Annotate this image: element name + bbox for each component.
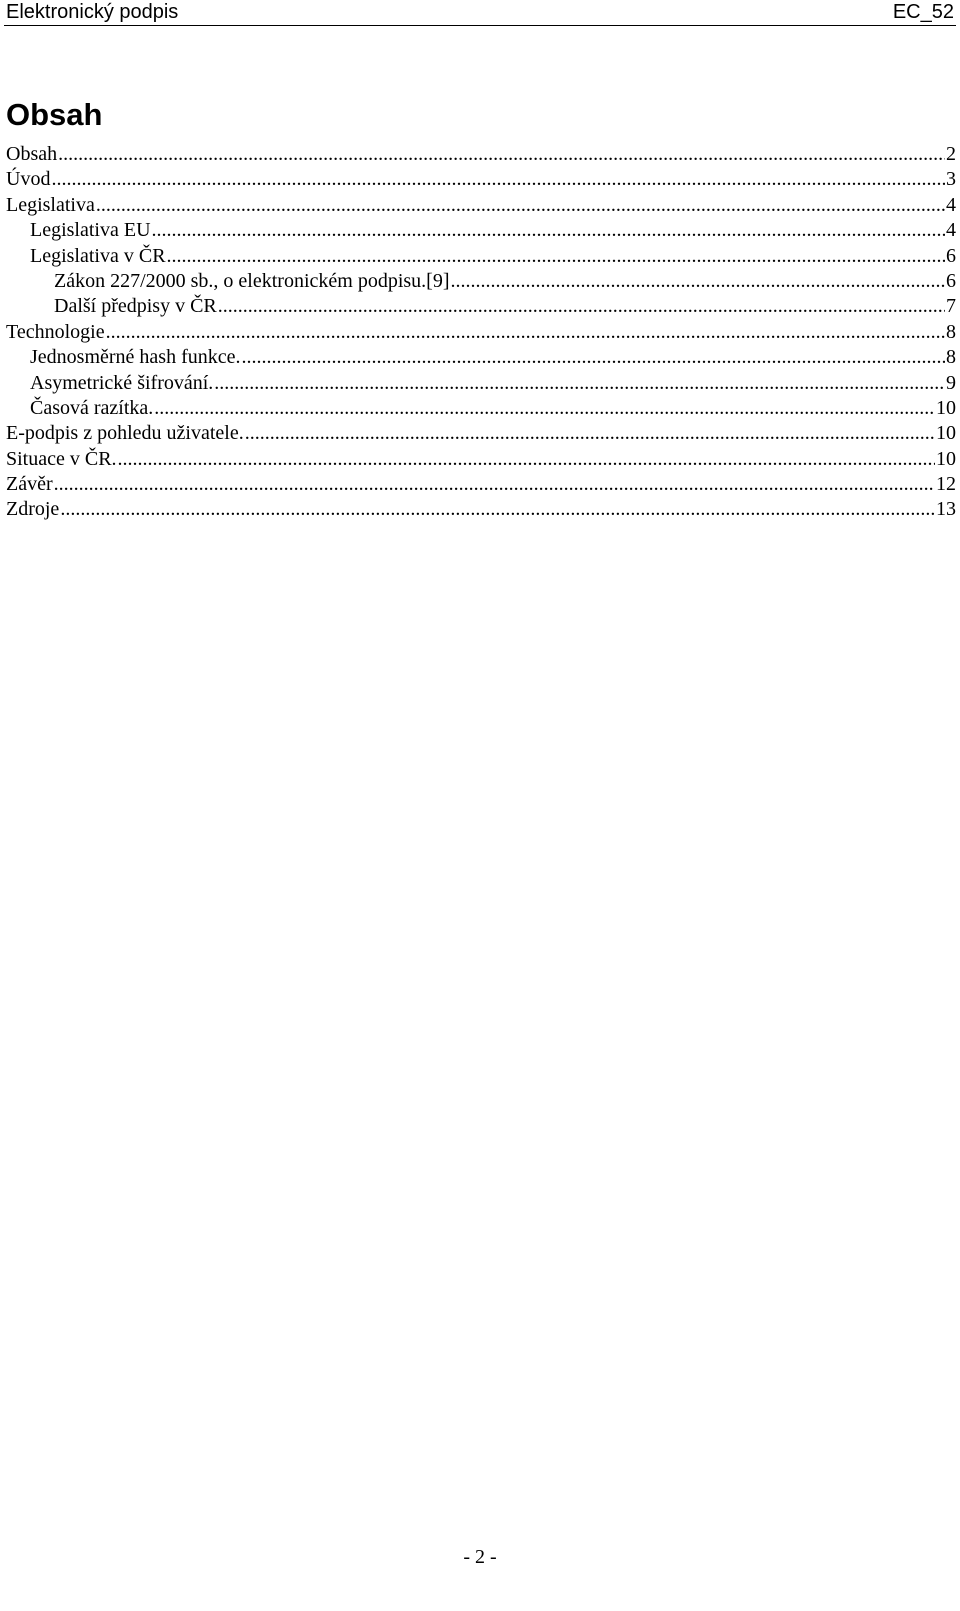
toc-entry-legislativa[interactable] [6,193,956,218]
toc-entry-page: 6 [946,244,956,267]
toc-entry-page: 13 [936,498,956,521]
toc-leader [451,269,946,294]
toc-leader [51,167,945,192]
toc-leader [242,345,946,370]
toc-entry-text: Legislativa v ČR [30,244,166,267]
toc-entry-text: E-podpis z pohledu uživatele. [6,422,244,445]
toc-entry-text: Časová razítka. [30,396,154,419]
toc-entry-text: Technologie [6,320,105,343]
toc-entry-text: Situace v ČR. [6,447,117,470]
toc-entry-situace-cr[interactable] [6,447,956,472]
toc-entry-text: Další předpisy v ČR [54,295,217,318]
toc-leader [152,218,945,243]
table-of-contents [6,142,956,523]
toc-entry-page: 3 [946,168,956,191]
toc-entry-text: Zdroje [6,498,60,521]
toc-leader [60,497,935,522]
toc-entry-page: 10 [936,447,956,470]
toc-leader [167,244,945,269]
toc-entry-e-podpis-uzivatel[interactable] [6,421,956,446]
toc-entry-page: 10 [936,422,956,445]
toc-entry-legislativa-cr[interactable] [6,244,956,269]
toc-entry-hash-funkce[interactable] [6,345,956,370]
document-code: EC_52 [892,1,954,23]
toc-entry-page: 10 [936,396,956,419]
toc-entry-zdroje[interactable] [6,497,956,522]
toc-entry-text: Jednosměrné hash funkce. [30,346,241,369]
toc-entry-technologie[interactable] [6,320,956,345]
toc-entry-text: Legislativa EU [30,219,151,242]
toc-entry-obsah[interactable] [6,142,956,167]
toc-entry-asymetricke-sifrovani[interactable] [6,371,956,396]
toc-leader [218,294,945,319]
toc-entry-text: Asymetrické šifrování. [30,371,214,394]
toc-entry-page: 8 [946,346,956,369]
toc-entry-text: Závěr [6,473,53,496]
toc-heading: Obsah [6,97,103,132]
toc-entry-page: 7 [946,295,956,318]
page-number: - 2 - [463,1546,497,1568]
toc-entry-page: 9 [946,371,956,394]
toc-entry-text: Legislativa [6,193,95,216]
document-title: Elektronický podpis [6,1,179,23]
toc-entry-zaver[interactable] [6,472,956,497]
toc-leader [54,472,935,497]
toc-entry-page: 12 [936,473,956,496]
toc-entry-page: 6 [946,269,956,292]
toc-entry-page: 4 [946,219,956,242]
page-header [4,0,956,26]
toc-entry-legislativa-eu[interactable] [6,218,956,243]
toc-entry-page: 8 [946,320,956,343]
toc-entry-page: 4 [946,193,956,216]
toc-entry-dalsi-predpisy[interactable] [6,294,956,319]
toc-leader [58,142,945,167]
toc-leader [245,421,935,446]
toc-leader [106,320,945,345]
toc-entry-uvod[interactable] [6,167,956,192]
toc-entry-text: Úvod [6,168,51,191]
toc-entry-zakon-227[interactable] [6,269,956,294]
toc-entry-casova-razitka[interactable] [6,396,956,421]
toc-leader [154,396,935,421]
toc-leader [118,447,935,472]
toc-entry-text: Obsah [6,143,58,165]
toc-entry-text: Zákon 227/2000 sb., o elektronickém podpisu.[9] [54,269,450,292]
toc-entry-page: 2 [946,143,956,165]
toc-leader [96,193,945,218]
toc-leader [214,371,945,396]
